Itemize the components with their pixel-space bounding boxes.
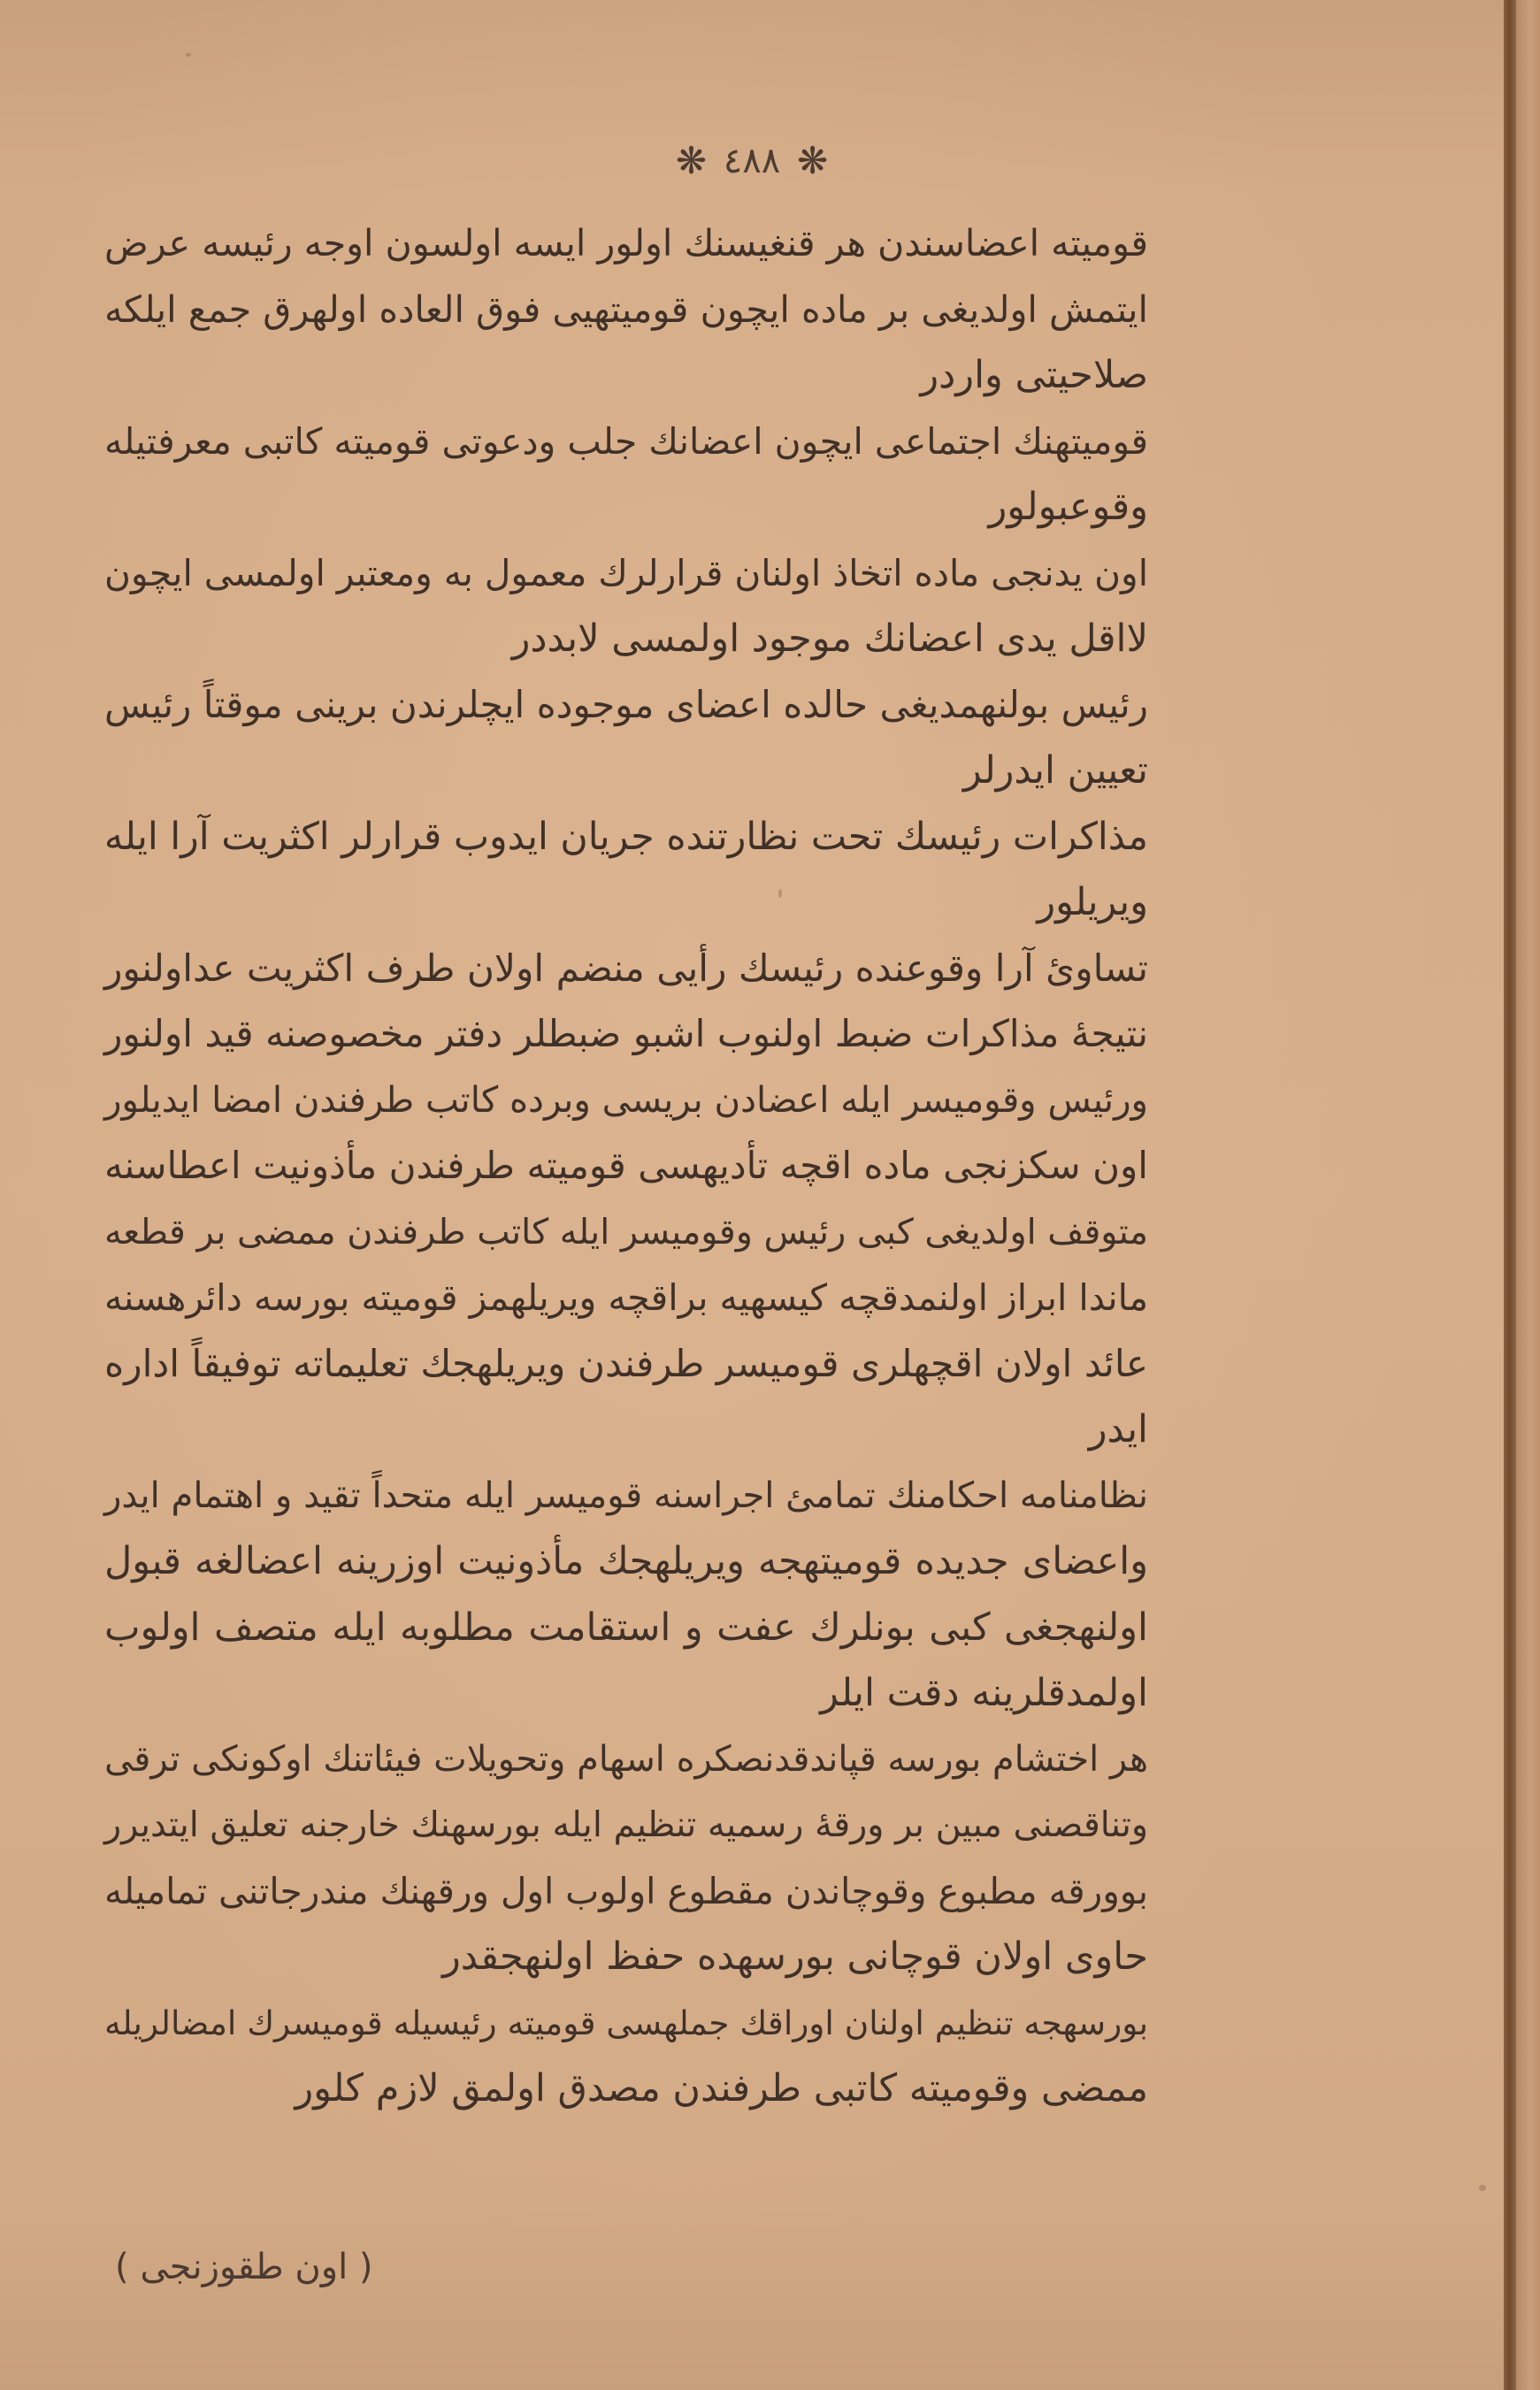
text-line: واعضای جدیده قومیتهجه ویریلهجك مأذونیت اوزرینه اعضالغه قبول xyxy=(104,1539,1148,1583)
text-line: هر اختشام بورسه قپاندقدنصکره اسهام وتحویلات فیئاتنك اوکونکی ترقی xyxy=(104,1738,1148,1780)
paper-speck xyxy=(1479,2185,1486,2191)
paper-speck xyxy=(778,889,782,898)
text-line: تساوئ آرا وقوعنده رئیسك رأیی منضم اولان طرف اکثریت عداولنور xyxy=(104,946,1148,990)
text-line: نظامنامه احکامنك تمامئ اجراسنه قومیسر ایله متحداً تقید و اهتمام ایدر xyxy=(104,1475,1148,1516)
text-line: مذاکرات رئیسك تحت نظارتنده جریان ایدوب قرارلر اکثریت آرا ایله xyxy=(103,814,1148,859)
text-line: بوورقه مطبوع وقوچاندن مقطوع اولوب اول ورقهنك مندرجاتنی تمامیله xyxy=(104,1869,1148,1912)
body-text xyxy=(104,211,1148,2122)
paper-speck xyxy=(186,53,191,57)
text-line: رئیس بولنهمدیغی حالده اعضای موجوده ایچلرندن برینی موقتاً رئیس xyxy=(104,682,1148,726)
ornament-right-icon: ❋ xyxy=(796,139,829,182)
page-number: ٤٨٨ xyxy=(723,141,781,181)
text-line: ایتمش اولدیغی بر ماده ایچون قومیتهیی فوق العاده اولهرق جمع ایلکه xyxy=(104,287,1148,331)
text-line: ماندا ابراز اولنمدقچه کیسهیه براقچه ویریلهمز قومیته بورسه دائرهسنه xyxy=(104,1276,1148,1319)
text-line: عائد اولان اقچهلری قومیسر طرفندن ویریلهجك تعلیماته توفیقاً اداره xyxy=(104,1341,1148,1385)
text-line: حاوی اولان قوچانی بورسهده حفظ اولنهجقدر xyxy=(441,1934,1148,1979)
page-header xyxy=(0,133,1504,188)
catchword: ( اون طقوزنجی ) xyxy=(115,2247,373,2287)
text-line: ویریلور xyxy=(1037,880,1148,924)
adjacent-page-edge xyxy=(1516,0,1540,2390)
text-line: اولنهجغی کبی بونلرك عفت و استقامت مطلوبه ایله متصف اولوب xyxy=(104,1605,1148,1650)
text-line: تعیین ایدرلر xyxy=(962,748,1148,793)
text-line: ورئیس وقومیسر ایله اعضادن بریسی وبرده کاتب طرفندن امضا ایدیلور xyxy=(104,1079,1148,1121)
text-line: قومیتهنك اجتماعی ایچون اعضانك جلب ودعوتی قومیته کاتبی معرفتیله xyxy=(104,419,1148,463)
ornament-left-icon: ❋ xyxy=(675,139,708,182)
text-line: اولمدقلرینه دقت ایلر xyxy=(820,1671,1148,1715)
text-line: متوقف اولدیغی کبی رئیس وقومیسر ایله کاتب طرفندن ممضی بر قطعه xyxy=(104,1211,1148,1252)
binding-edge xyxy=(1504,0,1516,2390)
text-line: وقوعبولور xyxy=(988,485,1148,529)
text-line: صلاحیتی واردر xyxy=(920,353,1148,397)
article-17-heading-line: اون یدنجی ماده اتخاذ اولنان قرارلرك معمول به ومعتبر اولمسی ایچون xyxy=(104,551,1148,594)
text-line: ایدر xyxy=(1088,1407,1148,1452)
text-line: لااقل یدی اعضانك موجود اولمسی لابددر xyxy=(511,617,1148,661)
text-line: ممضی وقومیته کاتبی طرفندن مصدق اولمق لازم کلور xyxy=(295,2066,1148,2110)
text-line: نتیجهٔ مذاکرات ضبط اولنوب اشبو ضبطلر دفتر مخصوصنه قید اولنور xyxy=(104,1012,1148,1055)
article-18-heading-line: اون سکزنجی ماده اقچه تأدیهسی قومیته طرفندن مأذونیت اعطاسنه xyxy=(104,1144,1148,1187)
text-line: قومیته اعضاسندن هر قنغیسنك اولور ایسه اولسون اوجه رئیسه عرض xyxy=(104,222,1148,264)
text-line: وتناقصنی مبین بر ورقهٔ رسمیه تنظیم ایله بورسهنك خارجنه تعلیق ایتدیرر xyxy=(104,1804,1148,1845)
text-line: بورسهجه تنظیم اولنان اوراقك جملهسی قومیته رئیسیله قومیسرك امضالریله xyxy=(104,2003,1148,2042)
